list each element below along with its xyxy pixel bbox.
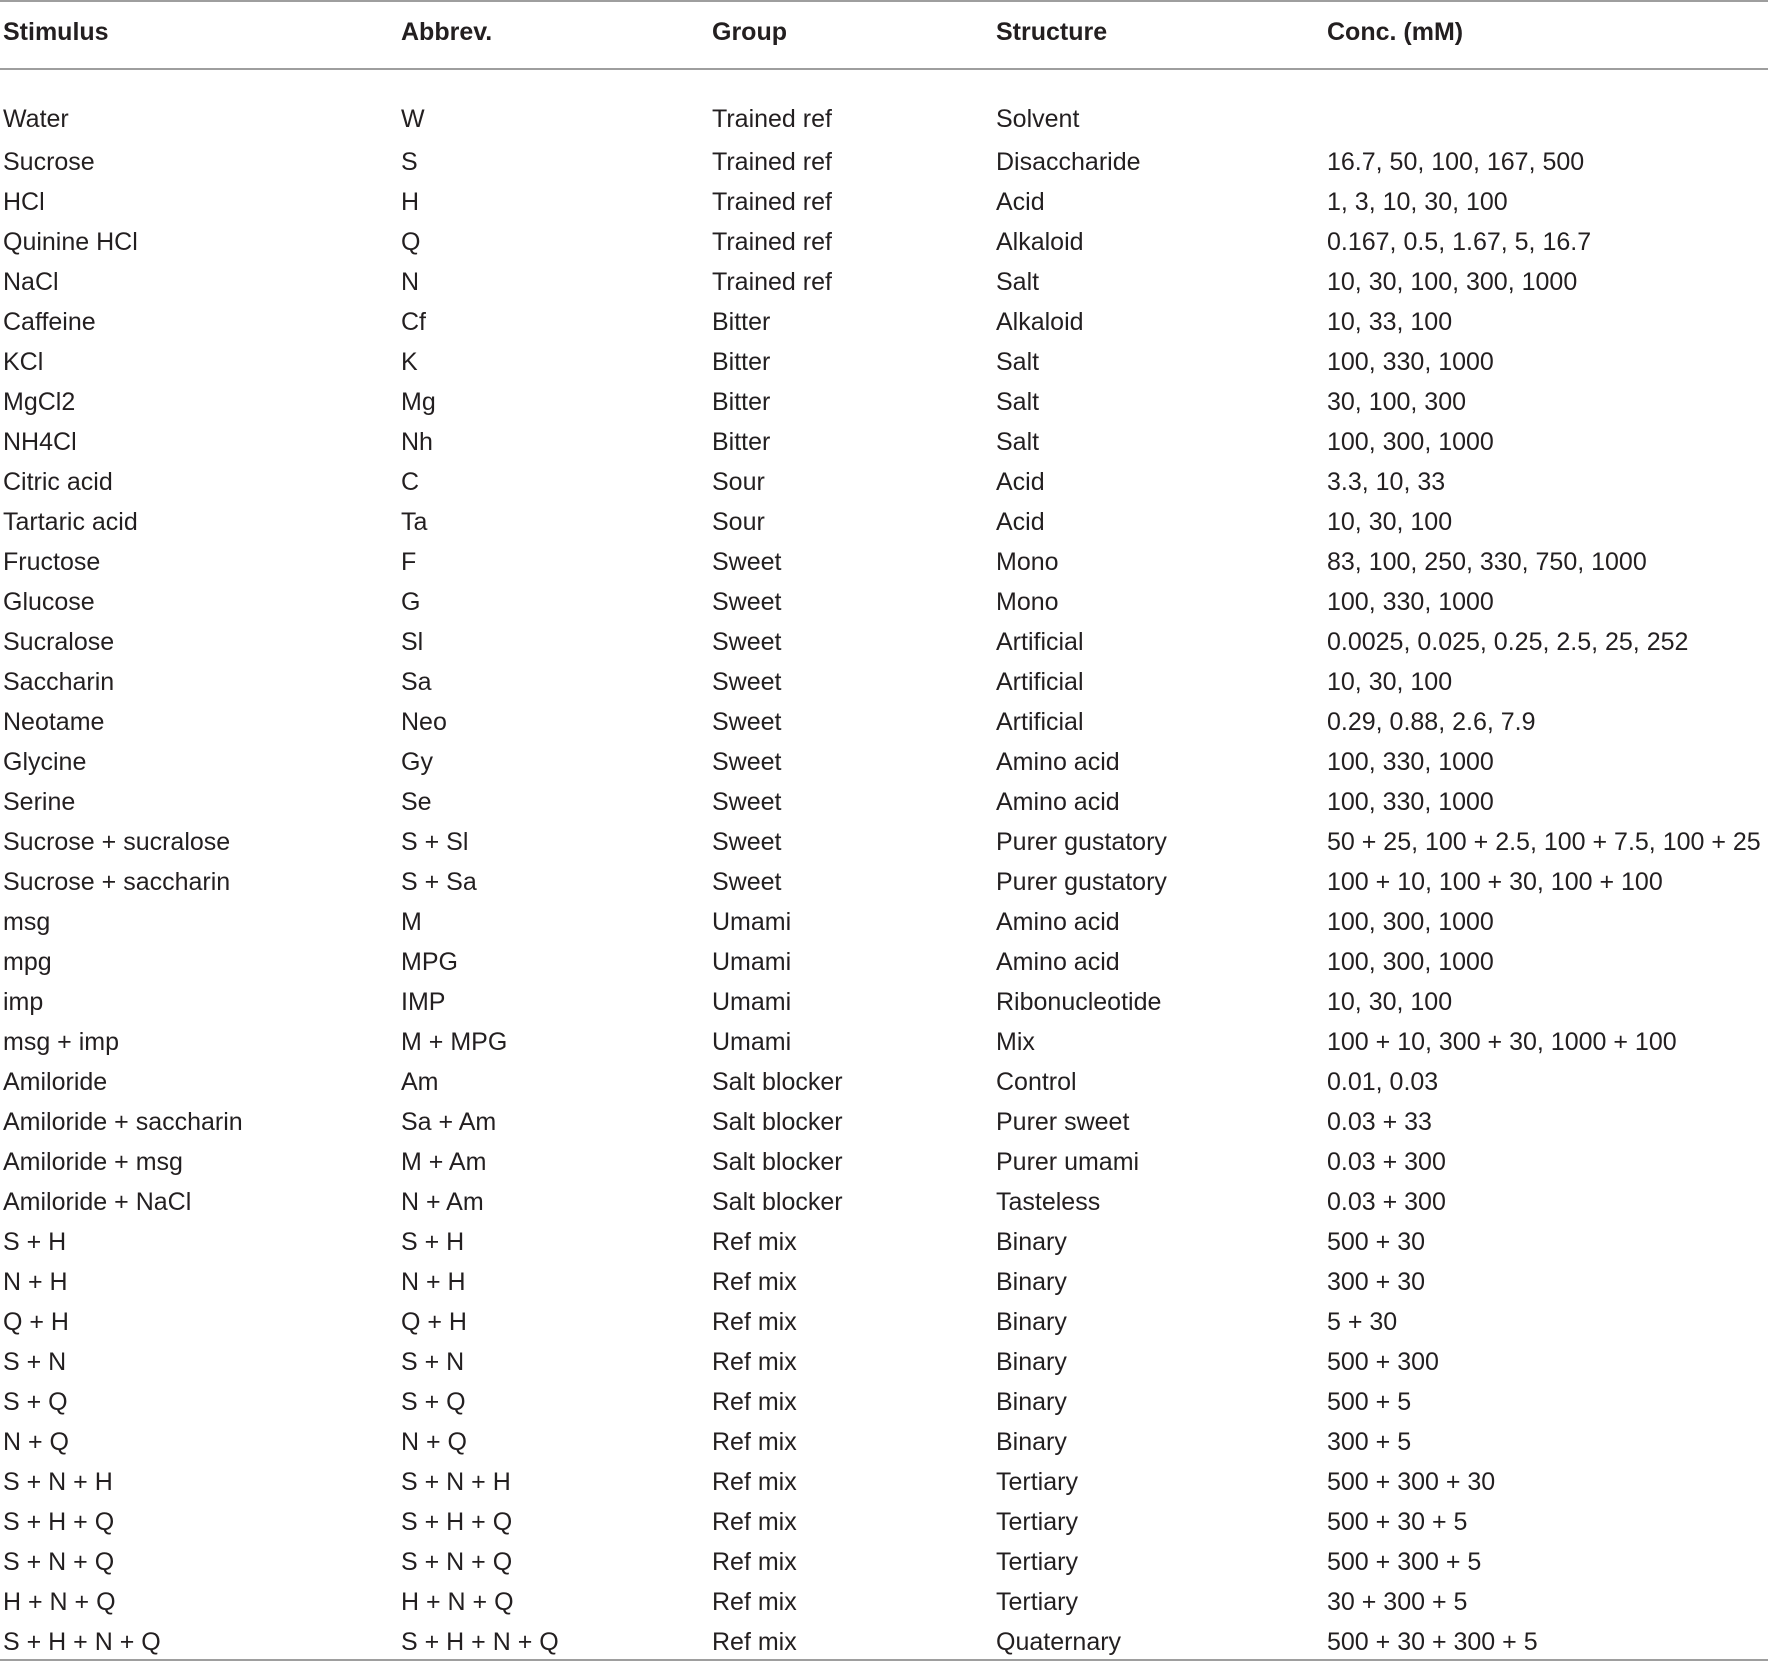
abbrev-cell: F [401, 547, 417, 576]
table-row [0, 1102, 1768, 1142]
table-row [0, 742, 1768, 782]
abbrev-cell: Sl [401, 627, 424, 656]
table-row [0, 1062, 1768, 1102]
group-cell: Umami [712, 907, 792, 936]
stimulus-cell: Amiloride + msg [3, 1147, 183, 1176]
abbrev-cell: C [401, 467, 420, 496]
abbrev-cell: MPG [401, 947, 458, 976]
group-cell: Ref mix [712, 1467, 797, 1496]
stimulus-cell: H + N + Q [3, 1587, 116, 1616]
concentration-cell: 10, 30, 100 [1327, 507, 1453, 536]
stimulus-cell: msg [3, 907, 51, 936]
stimulus-cell: S + N + H [3, 1467, 113, 1496]
stimulus-cell: Glycine [3, 747, 87, 776]
group-cell: Salt blocker [712, 1067, 843, 1096]
table-row [0, 222, 1768, 262]
structure-cell: Control [996, 1067, 1077, 1096]
table-row [0, 1462, 1768, 1502]
abbrev-cell: Gy [401, 747, 433, 776]
stimulus-cell: Saccharin [3, 667, 115, 696]
concentration-cell: 0.0025, 0.025, 0.25, 2.5, 25, 252 [1327, 627, 1689, 656]
concentration-cell: 0.29, 0.88, 2.6, 7.9 [1327, 707, 1536, 736]
table-row [0, 822, 1768, 862]
concentration-cell: 3.3, 10, 33 [1327, 467, 1446, 496]
concentration-cell: 500 + 300 + 30 [1327, 1467, 1496, 1496]
group-cell: Sweet [712, 827, 782, 856]
concentration-cell: 83, 100, 250, 330, 750, 1000 [1327, 547, 1647, 576]
stimulus-cell: S + N [3, 1347, 67, 1376]
table-row [0, 582, 1768, 622]
stimulus-cell: Sucrose + sucralose [3, 827, 231, 856]
concentration-cell: 0.01, 0.03 [1327, 1067, 1439, 1096]
structure-cell: Acid [996, 467, 1045, 496]
stimulus-cell: S + H + N + Q [3, 1627, 161, 1656]
table-body [0, 70, 1768, 1662]
stimulus-cell: NH4Cl [3, 427, 77, 456]
stimulus-cell: NaCl [3, 267, 59, 296]
table-row [0, 982, 1768, 1022]
concentration-cell: 100, 330, 1000 [1327, 347, 1494, 376]
abbrev-cell: S + H [401, 1227, 465, 1256]
group-cell: Ref mix [712, 1507, 797, 1536]
structure-cell: Tertiary [996, 1587, 1078, 1616]
concentration-cell: 100, 300, 1000 [1327, 907, 1494, 936]
abbrev-cell: N + Am [401, 1187, 484, 1216]
header-row [0, 0, 1768, 70]
group-cell: Sweet [712, 867, 782, 896]
table-row [0, 462, 1768, 502]
structure-cell: Salt [996, 427, 1040, 456]
stimulus-cell: Serine [3, 787, 76, 816]
group-cell: Ref mix [712, 1587, 797, 1616]
header-abbrev: Abbrev. [401, 17, 493, 46]
table-row [0, 622, 1768, 662]
stimulus-cell: S + Q [3, 1387, 68, 1416]
group-cell: Ref mix [712, 1347, 797, 1376]
concentration-cell: 0.03 + 33 [1327, 1107, 1432, 1136]
abbrev-cell: S + N + Q [401, 1547, 513, 1576]
group-cell: Sour [712, 467, 765, 496]
group-cell: Sweet [712, 627, 782, 656]
group-cell: Bitter [712, 427, 771, 456]
abbrev-cell: S [401, 147, 418, 176]
structure-cell: Tertiary [996, 1547, 1078, 1576]
table-row [0, 662, 1768, 702]
structure-cell: Purer gustatory [996, 867, 1167, 896]
concentration-cell: 500 + 30 [1327, 1227, 1426, 1256]
group-cell: Ref mix [712, 1387, 797, 1416]
abbrev-cell: N + H [401, 1267, 466, 1296]
table-row [0, 1542, 1768, 1582]
concentration-cell: 16.7, 50, 100, 167, 500 [1327, 147, 1585, 176]
structure-cell: Mix [996, 1027, 1035, 1056]
structure-cell: Salt [996, 347, 1040, 376]
abbrev-cell: S + Sa [401, 867, 477, 896]
concentration-cell: 100, 300, 1000 [1327, 947, 1494, 976]
structure-cell: Amino acid [996, 747, 1120, 776]
group-cell: Ref mix [712, 1307, 797, 1336]
abbrev-cell: S + N [401, 1347, 465, 1376]
table-row [0, 382, 1768, 422]
table-row [0, 302, 1768, 342]
abbrev-cell: Q + H [401, 1307, 467, 1336]
structure-cell: Acid [996, 187, 1045, 216]
concentration-cell: 10, 30, 100, 300, 1000 [1327, 267, 1578, 296]
abbrev-cell: H [401, 187, 420, 216]
concentration-cell: 500 + 300 + 5 [1327, 1547, 1482, 1576]
group-cell: Sweet [712, 747, 782, 776]
stimulus-cell: S + H [3, 1227, 67, 1256]
abbrev-cell: Sa + Am [401, 1107, 497, 1136]
structure-cell: Binary [996, 1387, 1067, 1416]
table-row [0, 70, 1768, 142]
table-row [0, 1342, 1768, 1382]
group-cell: Bitter [712, 347, 771, 376]
concentration-cell: 500 + 5 [1327, 1387, 1412, 1416]
group-cell: Salt blocker [712, 1147, 843, 1176]
concentration-cell: 5 + 30 [1327, 1307, 1398, 1336]
structure-cell: Alkaloid [996, 307, 1084, 336]
concentration-cell: 100, 330, 1000 [1327, 587, 1494, 616]
structure-cell: Purer gustatory [996, 827, 1167, 856]
structure-cell: Artificial [996, 627, 1084, 656]
table-row [0, 942, 1768, 982]
structure-cell: Salt [996, 267, 1040, 296]
stimulus-cell: MgCl2 [3, 387, 76, 416]
group-cell: Ref mix [712, 1547, 797, 1576]
table-row [0, 1022, 1768, 1062]
structure-cell: Acid [996, 507, 1045, 536]
group-cell: Bitter [712, 387, 771, 416]
stimulus-cell: Caffeine [3, 307, 96, 336]
stimulus-cell: Amiloride + saccharin [3, 1107, 243, 1136]
abbrev-cell: S + Sl [401, 827, 469, 856]
table-row [0, 542, 1768, 582]
abbrev-cell: Am [401, 1067, 439, 1096]
table-row [0, 1222, 1768, 1262]
table-row [0, 862, 1768, 902]
table-row [0, 1622, 1768, 1662]
group-cell: Trained ref [712, 187, 832, 216]
stimulus-cell: HCl [3, 187, 45, 216]
group-cell: Sweet [712, 587, 782, 616]
concentration-cell: 30 + 300 + 5 [1327, 1587, 1468, 1616]
abbrev-cell: N [401, 267, 420, 296]
structure-cell: Mono [996, 547, 1059, 576]
abbrev-cell: H + N + Q [401, 1587, 514, 1616]
structure-cell: Amino acid [996, 947, 1120, 976]
table-row [0, 1422, 1768, 1462]
stimulus-cell: Quinine HCl [3, 227, 138, 256]
abbrev-cell: S + H + N + Q [401, 1627, 559, 1656]
stimulus-cell: Water [3, 105, 69, 133]
stimulus-cell: mpg [3, 947, 52, 976]
abbrev-cell: S + N + H [401, 1467, 511, 1496]
abbrev-cell: Cf [401, 307, 426, 336]
stimulus-cell: Amiloride [3, 1067, 108, 1096]
table-row [0, 262, 1768, 302]
abbrev-cell: M + MPG [401, 1027, 508, 1056]
group-cell: Ref mix [712, 1227, 797, 1256]
group-cell: Sweet [712, 707, 782, 736]
concentration-cell: 500 + 30 + 5 [1327, 1507, 1468, 1536]
stimulus-cell: Sucrose + saccharin [3, 867, 231, 896]
stimulus-cell: Tartaric acid [3, 507, 138, 536]
table-row [0, 1262, 1768, 1302]
structure-cell: Quaternary [996, 1627, 1122, 1656]
table-row [0, 502, 1768, 542]
concentration-cell: 100 + 10, 100 + 30, 100 + 100 [1327, 867, 1663, 896]
header-group: Group [712, 17, 787, 46]
concentration-cell: 30, 100, 300 [1327, 387, 1467, 416]
table-row [0, 1142, 1768, 1182]
abbrev-cell: Q [401, 227, 421, 256]
structure-cell: Disaccharide [996, 147, 1141, 176]
concentration-cell [1324, 70, 1768, 142]
structure-cell: Amino acid [996, 907, 1120, 936]
abbrev-cell: Ta [401, 507, 428, 536]
structure-cell: Ribonucleotide [996, 987, 1162, 1016]
group-cell: Umami [712, 947, 792, 976]
abbrev-cell: Neo [401, 707, 447, 736]
concentration-cell: 500 + 30 + 300 + 5 [1327, 1627, 1538, 1656]
table-row [0, 782, 1768, 822]
abbrev-cell: Nh [401, 427, 433, 456]
concentration-cell: 0.03 + 300 [1327, 1187, 1446, 1216]
group-cell: Sweet [712, 667, 782, 696]
abbrev-cell: Sa [401, 667, 432, 696]
structure-cell: Binary [996, 1347, 1067, 1376]
stimulus-cell: N + H [3, 1267, 68, 1296]
concentration-cell: 0.03 + 300 [1327, 1147, 1446, 1176]
group-cell: Salt blocker [712, 1107, 843, 1136]
concentration-cell: 10, 30, 100 [1327, 667, 1453, 696]
structure-cell: Binary [996, 1307, 1067, 1336]
concentration-cell: 10, 33, 100 [1327, 307, 1453, 336]
table-row [0, 1502, 1768, 1542]
structure-cell: Mono [996, 587, 1059, 616]
group-cell: Ref mix [712, 1627, 797, 1656]
table-header [0, 0, 1768, 70]
group-cell: Ref mix [712, 1267, 797, 1296]
stimulus-cell: Fructose [3, 547, 101, 576]
group-cell: Salt blocker [712, 1187, 843, 1216]
abbrev-cell: M [401, 907, 422, 936]
abbrev-cell: Se [401, 787, 432, 816]
stimulus-cell: KCl [3, 347, 44, 376]
group-cell: Ref mix [712, 1427, 797, 1456]
stimulus-cell: Neotame [3, 707, 105, 736]
concentration-cell: 100, 300, 1000 [1327, 427, 1494, 456]
abbrev-cell: S + H + Q [401, 1507, 513, 1536]
group-cell: Trained ref [712, 267, 832, 296]
abbrev-cell: N + Q [401, 1427, 467, 1456]
table-row [0, 1182, 1768, 1222]
table-row [0, 702, 1768, 742]
stimulus-cell: Q + H [3, 1307, 69, 1336]
structure-cell: Binary [996, 1227, 1067, 1256]
structure-cell: Solvent [996, 105, 1080, 133]
abbrev-cell: G [401, 587, 421, 616]
concentration-cell: 300 + 30 [1327, 1267, 1426, 1296]
table-row [0, 422, 1768, 462]
structure-cell: Tasteless [996, 1187, 1101, 1216]
group-cell: Sweet [712, 787, 782, 816]
stimulus-cell: S + N + Q [3, 1547, 115, 1576]
structure-cell: Amino acid [996, 787, 1120, 816]
group-cell: Trained ref [712, 227, 832, 256]
structure-cell: Salt [996, 387, 1040, 416]
group-cell: Trained ref [712, 147, 832, 176]
structure-cell: Tertiary [996, 1507, 1078, 1536]
structure-cell: Binary [996, 1267, 1067, 1296]
structure-cell: Artificial [996, 707, 1084, 736]
table-row [0, 182, 1768, 222]
stimulus-cell: Amiloride + NaCl [3, 1187, 192, 1216]
abbrev-cell: M + Am [401, 1147, 487, 1176]
concentration-cell: 10, 30, 100 [1327, 987, 1453, 1016]
structure-cell: Purer sweet [996, 1107, 1130, 1136]
concentration-cell: 500 + 300 [1327, 1347, 1439, 1376]
group-cell: Trained ref [712, 105, 832, 133]
structure-cell: Tertiary [996, 1467, 1078, 1496]
table-row [0, 142, 1768, 182]
stimulus-cell: Sucrose [3, 147, 95, 176]
concentration-cell: 100, 330, 1000 [1327, 787, 1494, 816]
group-cell: Umami [712, 1027, 792, 1056]
abbrev-cell: K [401, 347, 418, 376]
stimulus-cell: N + Q [3, 1427, 69, 1456]
abbrev-cell: IMP [401, 987, 446, 1016]
stimulus-cell: Glucose [3, 587, 95, 616]
concentration-cell: 100, 330, 1000 [1327, 747, 1494, 776]
concentration-cell: 0.167, 0.5, 1.67, 5, 16.7 [1327, 227, 1592, 256]
abbrev-cell: W [401, 105, 425, 133]
table-row [0, 902, 1768, 942]
concentration-cell: 100 + 10, 300 + 30, 1000 + 100 [1327, 1027, 1677, 1056]
group-cell: Sweet [712, 547, 782, 576]
concentration-cell: 300 + 5 [1327, 1427, 1412, 1456]
concentration-cell: 1, 3, 10, 30, 100 [1327, 187, 1508, 216]
group-cell: Sour [712, 507, 765, 536]
abbrev-cell: Mg [401, 387, 436, 416]
header-stimulus: Stimulus [3, 17, 109, 46]
stimulus-cell: msg + imp [3, 1027, 120, 1056]
structure-cell: Purer umami [996, 1147, 1140, 1176]
structure-cell: Binary [996, 1427, 1067, 1456]
header-concentration: Conc. (mM) [1327, 17, 1464, 46]
stimulus-cell: Citric acid [3, 467, 113, 496]
stimulus-cell: S + H + Q [3, 1507, 115, 1536]
header-structure: Structure [996, 17, 1108, 46]
structure-cell: Artificial [996, 667, 1084, 696]
concentration-cell: 50 + 25, 100 + 2.5, 100 + 7.5, 100 + 25 [1327, 827, 1761, 856]
table-row [0, 1582, 1768, 1622]
group-cell: Umami [712, 987, 792, 1016]
table-row [0, 1382, 1768, 1422]
structure-cell: Alkaloid [996, 227, 1084, 256]
abbrev-cell: S + Q [401, 1387, 466, 1416]
table-row [0, 1302, 1768, 1342]
table-row [0, 342, 1768, 382]
stimulus-cell: imp [3, 987, 44, 1016]
stimulus-cell: Sucralose [3, 627, 115, 656]
group-cell: Bitter [712, 307, 771, 336]
